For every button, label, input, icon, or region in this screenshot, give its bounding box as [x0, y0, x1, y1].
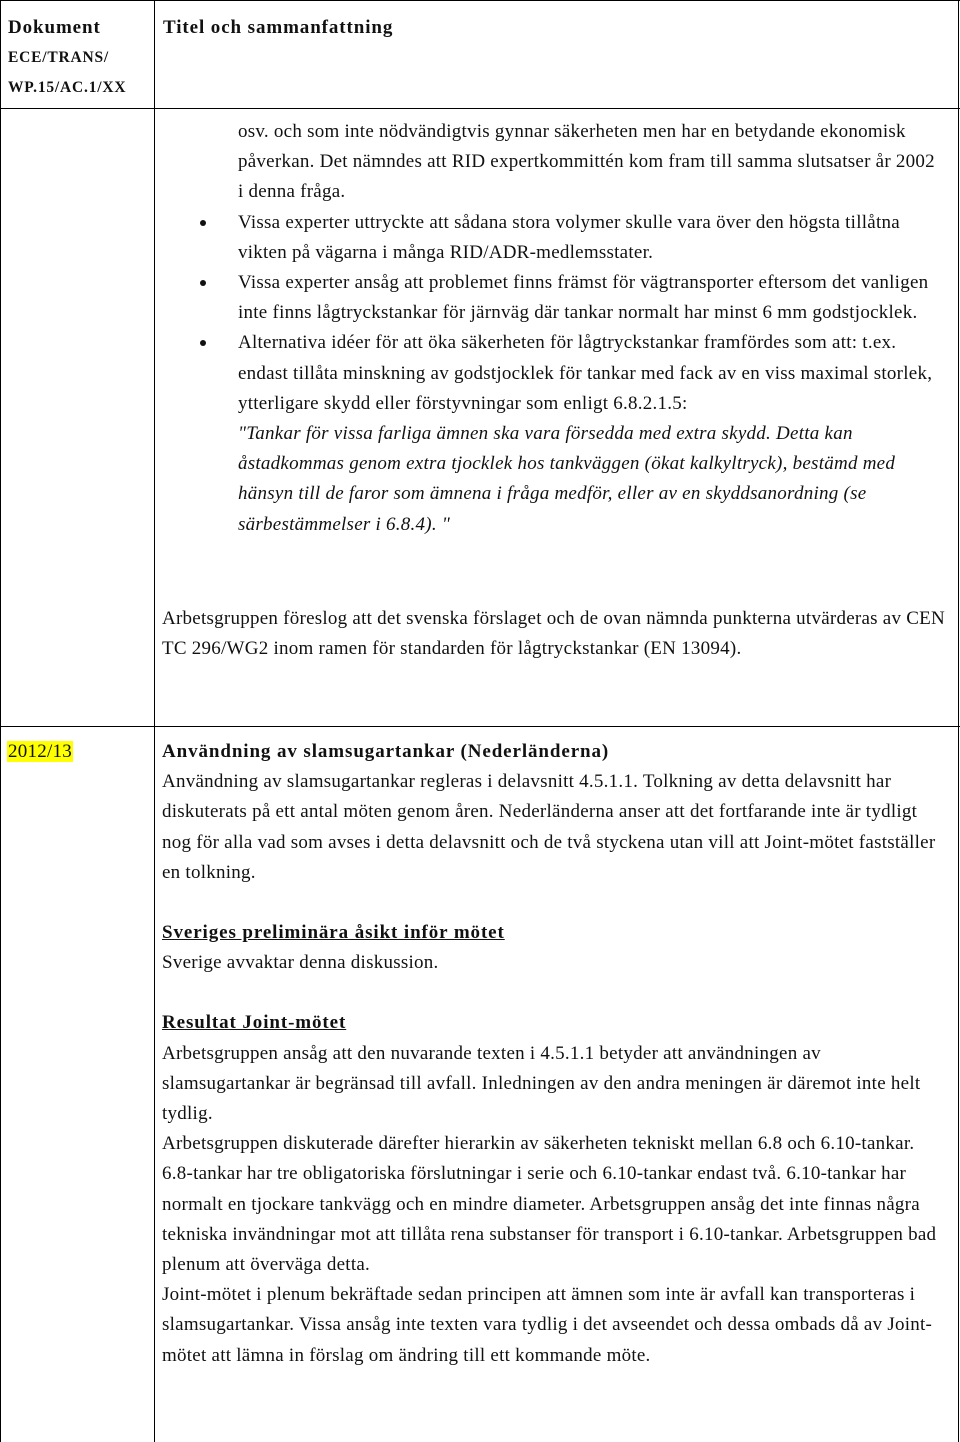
table-top-border [0, 0, 960, 1]
row1-bottom-border [0, 726, 960, 727]
row2-content [162, 737, 950, 1371]
header-bottom-border [0, 108, 960, 109]
header-title-label: Titel och sammanfattning [163, 17, 394, 38]
header-document-cell [8, 13, 148, 103]
list-item [200, 328, 940, 539]
table-left-border [0, 0, 1, 1442]
list-item-text: Alternativa idéer för att öka säkerheten för lågtryckstankar framfördes som att: t.ex. endast tillåta minskning av godstjocklek för tankar med fack av en viss maximal storlek, ytterligare skydd eller förstyvningar som enligt 6.8.2.1.5: [238, 332, 933, 414]
item-summary: Användning av slamsugartankar regleras i delavsnitt 4.5.1.1. Tolkning av detta delavsnitt har diskuterats på ett antal möten genom åren. Nederländerna anser att det fortfarande inte är tydligt nog för alla vad som avses i detta delavsnitt och de två styckena utan vill att Joint-mötet fastställer en tolkning. [162, 771, 936, 883]
header-document-label: Dokument [8, 17, 101, 38]
column-divider [154, 0, 155, 1442]
header-doc-id-line1: ECE/TRANS/ [8, 49, 110, 66]
header-doc-id-line2: WP.15/AC.1/XX [8, 79, 127, 96]
table-right-border [958, 0, 959, 1442]
doc-reference-cell [7, 737, 73, 767]
result-paragraph-2: Arbetsgruppen diskuterade därefter hierarkin av säkerheten tekniskt mellan 6.8 och 6.10-tankar. 6.8-tankar har tre obligatoriska förslutningar i serie och 6.10-tankar endast två. 6.10-tankar har normalt en tjockare tankvägg och en mindre diameter. Arbetsgruppen ansåg det inte finnas några tekniska invändningar mot att tillåta rena substanser för transport i 6.10-tankar. Arbetsgruppen bad plenum att överväga detta. [162, 1133, 937, 1276]
regulation-quote: "Tankar för vissa farliga ämnen ska vara försedda med extra skydd. Detta kan åstadkommas genom extra tjocklek hos tankväggen (ökat kalkyltryck), bestämd med hänsyn till de faror som ämnena i fråga medför, eller av en skyddsanordning (se särbestämmelser i 6.8.4). " [238, 423, 896, 535]
sweden-view-heading: Sveriges preliminära åsikt inför mötet [162, 922, 505, 944]
result-heading: Resultat Joint-mötet [162, 1012, 347, 1034]
list-item: osv. och som inte nödvändigtvis gynnar säkerheten men har en betydande ekonomisk påverkan. Det nämndes att RID expertkommittén kom fram till samma slutsatser år 2002 i denna fråga. [238, 121, 935, 203]
sweden-view-text: Sverige avvaktar denna diskussion. [162, 952, 439, 974]
result-paragraph-1: Arbetsgruppen ansåg att den nuvarande texten i 4.5.1.1 betyder att användningen av slamsugartankar är begränsad till avfall. Inledningen av den andra meningen är däremot inte helt tydlig. [162, 1042, 921, 1125]
result-paragraph-3: Joint-mötet i plenum bekräftade sedan principen att ämnen som inte är avfall kan transporteras i slamsugartankar. Vissa ansåg inte texten vara tydlig i det avseendet och dessa ombads då av Joint-mötet att lämna in förslag om ändring till ett kommande möte. [162, 1284, 933, 1366]
list-item: Vissa experter ansåg att problemet finns främst för vägtransporter eftersom det vanligen inte finns lågtryckstankar för järnväg där tankar normalt har minst 6 mm godstjocklek. [200, 268, 940, 328]
list-item: Vissa experter uttryckte att sådana stora volymer skulle vara över den högsta tillåtna vikten på vägarna i många RID/ADR-medlemsstater. [200, 208, 940, 268]
item-title: Användning av slamsugartankar (Nederländerna) [162, 741, 610, 762]
doc-reference-link[interactable]: 2012/13 [8, 741, 73, 762]
row1-bullet-list [200, 117, 940, 540]
row1-conclusion: Arbetsgruppen föreslog att det svenska förslaget och de ovan nämnda punkterna utvärderas av CEN TC 296/WG2 inom ramen för standarden för lågtryckstankar (EN 13094). [162, 608, 945, 660]
